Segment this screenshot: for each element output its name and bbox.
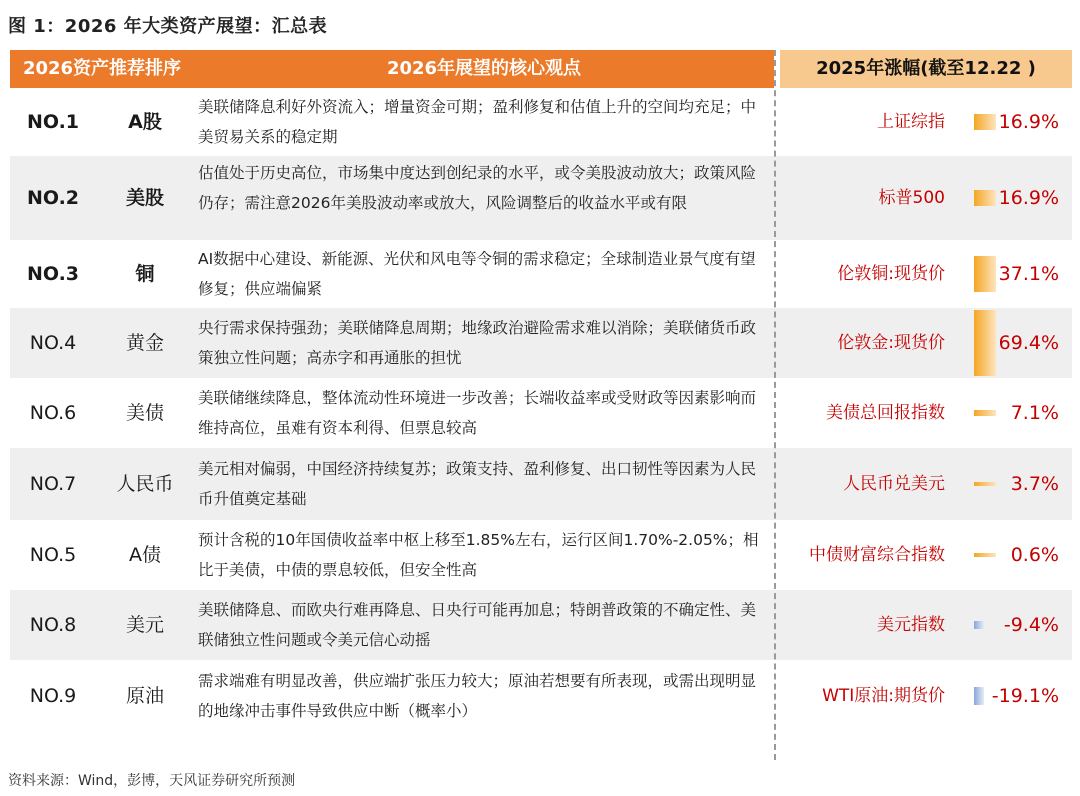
table-row: [10, 660, 1072, 732]
table-row: [10, 156, 1072, 240]
asset-cell: 美债: [125, 402, 164, 424]
index-name-cell: 标普500: [878, 188, 945, 208]
index-name-cell: 上证综指: [877, 112, 945, 132]
outlook-cell: 美联储降息、而欧央行难再降息、日央行可能再加息；特朗普政策的不确定性、美联储独立性问题或令美元信心动摇: [198, 601, 757, 649]
change-value: 69.4%: [998, 332, 1059, 354]
rank-cell: NO.5: [29, 544, 77, 566]
asset-cell: 美股: [125, 187, 164, 209]
rank-cell: NO.9: [29, 685, 77, 707]
table-header: [10, 50, 1072, 88]
asset-cell: A债: [129, 544, 161, 566]
rank-cell: NO.4: [29, 332, 77, 354]
outlook-cell: 美元相对偏弱，中国经济持续复苏；政策支持、盈利修复、出口韧性等因素为人民币升值奠定基础: [198, 460, 757, 508]
table-row: [10, 378, 1072, 448]
column-divider: [774, 50, 776, 760]
outlook-cell: AI数据中心建设、新能源、光伏和风电等令铜的需求稳定；全球制造业景气度有望修复；供应端偏紧: [198, 250, 756, 298]
change-value: 0.6%: [1010, 544, 1059, 566]
change-value: 7.1%: [1010, 402, 1059, 424]
outlook-cell: 需求端难有明显改善，供应端扩张压力较大；原油若想要有所表现，或需出现明显的地缘冲击事件导致供应中断（概率小）: [198, 672, 757, 720]
table-row: [10, 520, 1072, 590]
change-value: -19.1%: [991, 685, 1059, 707]
index-name-cell: 中债财富综合指数: [809, 545, 945, 565]
outlook-cell: 央行需求保持强劲；美联储降息周期；地缘政治避险需求难以消除；美联储货币政策独立性问题；高赤字和再通胀的担忧: [198, 319, 757, 367]
change-value: 16.9%: [998, 187, 1059, 209]
table-row: [10, 308, 1072, 378]
header-rank: 2026资产推荐排序: [10, 50, 194, 88]
rank-cell: NO.2: [26, 187, 80, 209]
rank-cell: NO.6: [29, 402, 77, 424]
change-value: -9.4%: [1003, 614, 1059, 636]
index-name-cell: 美元指数: [877, 615, 945, 635]
asset-cell: 美元: [125, 614, 164, 636]
index-name-cell: 伦敦铜:现货价: [837, 264, 945, 284]
outlook-cell: 估值处于历史高位，市场集中度达到创纪录的水平，或令美股波动放大；政策风险仍存；需注意2026年美股波动率或放大，风险调整后的收益水平或有限: [198, 164, 757, 212]
change-value: 3.7%: [1010, 473, 1059, 495]
rank-cell: NO.3: [26, 263, 80, 285]
outlook-cell: 美联储降息利好外资流入；增量资金可期；盈利修复和估值上升的空间均充足；中美贸易关系的稳定期: [198, 98, 757, 146]
rank-cell: NO.1: [26, 111, 80, 133]
table-row: [10, 88, 1072, 156]
change-bar: [974, 621, 984, 630]
change-bar: [974, 687, 984, 705]
table-row: [10, 240, 1072, 308]
source-note: 资料来源：Wind，彭博，天风证券研究所预测: [8, 773, 296, 789]
rank-cell: NO.8: [29, 614, 77, 636]
asset-cell: 黄金: [125, 332, 164, 354]
header-performance: 2025年涨幅(截至12.22 ): [780, 50, 1072, 88]
asset-cell: 铜: [135, 263, 155, 285]
figure-title: 图 1：2026 年大类资产展望：汇总表: [8, 16, 328, 37]
index-name-cell: WTI原油:期货价: [822, 686, 945, 706]
change-value: 16.9%: [998, 111, 1059, 133]
rank-cell: NO.7: [29, 473, 77, 495]
index-name-cell: 人民币兑美元: [843, 474, 945, 494]
asset-cell: 人民币: [116, 473, 174, 495]
header-view: 2026年展望的核心观点: [194, 50, 774, 88]
table-row: [10, 590, 1072, 660]
index-name-cell: 伦敦金:现货价: [837, 333, 945, 353]
asset-cell: A股: [128, 111, 162, 133]
outlook-cell: 美联储继续降息，整体流动性环境进一步改善；长端收益率或受财政等因素影响而维持高位，虽难有资本利得、但票息较高: [198, 389, 757, 437]
index-name-cell: 美债总回报指数: [826, 403, 945, 423]
change-value: 37.1%: [998, 263, 1059, 285]
table-row: [10, 448, 1072, 520]
outlook-cell: 预计含税的10年国债收益率中枢上移至1.85%左右，运行区间1.70%-2.05%；相比于美债，中债的票息较低，但安全性高: [198, 531, 759, 579]
asset-cell: 原油: [125, 685, 164, 707]
